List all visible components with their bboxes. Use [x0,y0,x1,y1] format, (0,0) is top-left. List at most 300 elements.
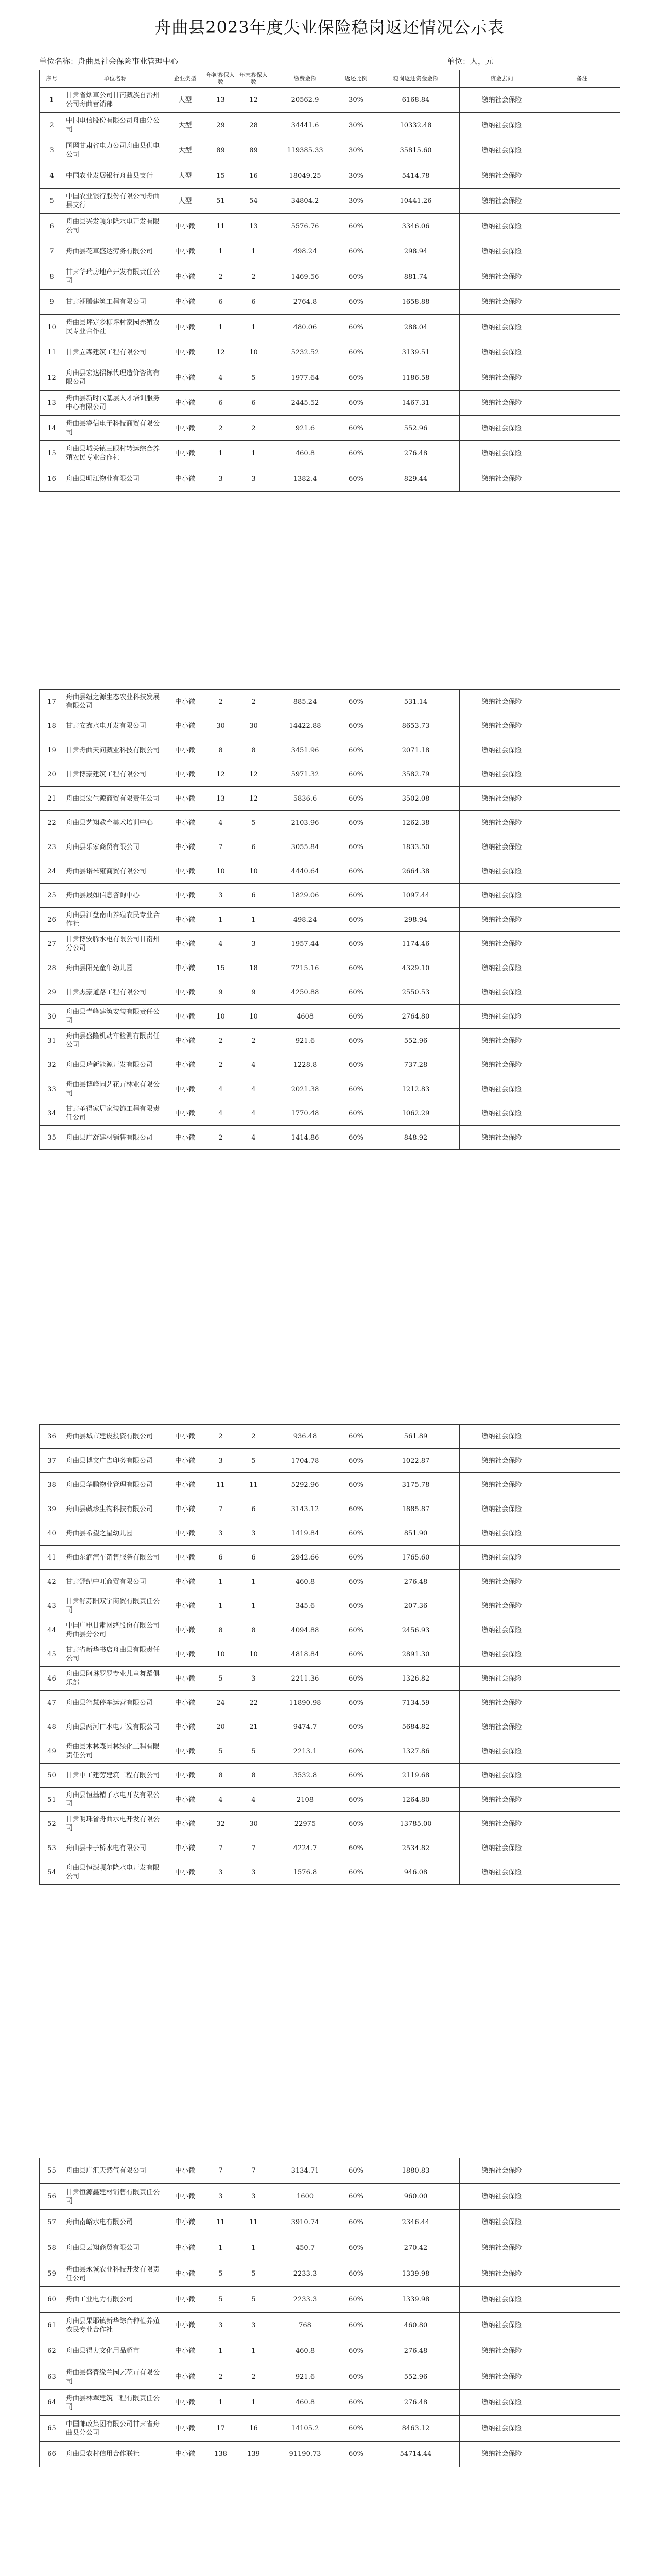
table-cell: 1228.8 [270,1053,340,1077]
table-cell [544,1739,620,1764]
table-cell: 甘肃华瑞房地产开发有限责任公司 [64,264,166,290]
table-cell: 44 [40,1618,64,1642]
table-row [40,2287,620,2313]
table-cell: 60% [340,1667,372,1691]
table-cell: 中小微 [166,2184,204,2210]
table-cell: 大型 [166,189,204,214]
column-header: 年初参保人数 [204,70,237,88]
table-row [40,1521,620,1546]
table-cell: 18049.25 [270,163,340,189]
table-cell: 舟曲县宏达招标代理造价咨询有限公司 [64,365,166,391]
table-cell: 缴纳社会保险 [460,163,544,189]
table-cell: 甘肃立森建筑工程有限公司 [64,340,166,365]
table-cell: 18 [40,714,64,738]
table-cell: 22 [237,1691,270,1715]
table-cell: 60% [340,884,372,908]
table-cell: 中小微 [166,2158,204,2184]
table-cell: 207.36 [372,1594,460,1618]
table-cell: 480.06 [270,315,340,340]
table-cell: 298.94 [372,908,460,932]
table-cell: 921.6 [270,416,340,441]
table-cell: 60% [340,1005,372,1029]
table-cell: 中小微 [166,1570,204,1594]
table-cell: 中小微 [166,1449,204,1473]
table-cell: 1770.48 [270,1101,340,1126]
table-cell: 缴纳社会保险 [460,2235,544,2261]
table-cell: 60% [340,1521,372,1546]
table-cell: 276.48 [372,441,460,466]
table-cell: 60% [340,1836,372,1860]
table-cell: 舟曲县永诚农业科技开发有限责任公司 [64,2261,166,2287]
table-cell [544,1546,620,1570]
table-row [40,1788,620,1812]
table-cell [544,1691,620,1715]
table-cell: 甘肃明珠省舟曲水电开发有限公司 [64,1812,166,1836]
table-row [40,1005,620,1029]
table-row [40,1449,620,1473]
table-cell [544,884,620,908]
table-cell: 6168.84 [372,88,460,113]
table-cell: 缴纳社会保险 [460,811,544,835]
table-cell: 12 [204,340,237,365]
table-cell [544,932,620,956]
table-cell: 舟曲县得力文化用品超市 [64,2338,166,2364]
table-cell: 2 [204,1029,237,1053]
table-cell: 5 [237,1449,270,1473]
table-cell: 缴纳社会保险 [460,1836,544,1860]
table-cell: 中小微 [166,441,204,466]
table-cell: 缴纳社会保险 [460,1005,544,1029]
table-cell: 中小微 [166,1497,204,1521]
column-header: 返还比例 [340,70,372,88]
table-cell: 4224.7 [270,1836,340,1860]
table-cell: 1 [204,2390,237,2416]
table-cell [544,1570,620,1594]
table-cell: 中小微 [166,1764,204,1788]
table-cell: 60% [340,1425,372,1449]
table-cell: 3502.08 [372,787,460,811]
table-cell: 45 [40,1642,64,1667]
table-cell: 1 [237,908,270,932]
table-row [40,416,620,441]
table-cell: 1174.46 [372,932,460,956]
table-cell: 2213.1 [270,1739,340,1764]
table-cell: 460.8 [270,1570,340,1594]
table-cell [544,1005,620,1029]
table-cell: 缴纳社会保险 [460,835,544,859]
table-cell: 138 [204,2442,237,2467]
table-cell: 7 [204,2158,237,2184]
table-cell: 7 [204,1497,237,1521]
table-cell: 中小微 [166,2416,204,2442]
table-cell: 缴纳社会保险 [460,762,544,787]
table-cell: 缴纳社会保险 [460,1053,544,1077]
table-cell: 6 [237,1497,270,1521]
table-cell: 缴纳社会保险 [460,416,544,441]
table-cell [544,1449,620,1473]
table-cell: 中小微 [166,738,204,762]
table-cell: 舟曲县希望之星幼儿园 [64,1521,166,1546]
table-cell: 缴纳社会保险 [460,1425,544,1449]
table-row [40,884,620,908]
table-row [40,391,620,416]
table-row [40,2235,620,2261]
table-cell: 甘肃圣得家居家装饰工程有限责任公司 [64,1101,166,1126]
table-cell: 中小微 [166,1667,204,1691]
table-cell: 460.80 [372,2313,460,2338]
table-cell: 2233.3 [270,2287,340,2313]
table-cell: 缴纳社会保险 [460,1642,544,1667]
table-cell: 21 [237,1715,270,1739]
table-cell: 60% [340,835,372,859]
table-cell: 舟曲县睿信电子科技商贸有限公司 [64,416,166,441]
table-cell [544,2184,620,2210]
table-cell: 20 [40,762,64,787]
table-cell: 8653.73 [372,714,460,738]
table-cell: 3143.12 [270,1497,340,1521]
table-cell: 2 [204,1425,237,1449]
table-cell: 10 [204,1642,237,1667]
table-cell: 6 [237,290,270,315]
table-cell [544,2390,620,2416]
table-cell [544,441,620,466]
table-cell: 中小微 [166,466,204,492]
table-cell [544,980,620,1005]
table-row [40,1739,620,1764]
table-cell: 276.48 [372,2390,460,2416]
table-cell: 缴纳社会保险 [460,932,544,956]
table-cell: 1 [204,441,237,466]
table-cell: 1 [204,2338,237,2364]
table-row [40,1764,620,1788]
table-cell: 缴纳社会保险 [460,1618,544,1642]
table-cell: 8 [204,738,237,762]
table-cell: 1 [204,315,237,340]
table-cell [544,315,620,340]
table-cell: 缴纳社会保险 [460,1715,544,1739]
table-cell [544,416,620,441]
table-cell: 6 [204,1546,237,1570]
table-cell: 中小微 [166,1618,204,1642]
table-cell [544,1836,620,1860]
table-cell: 缴纳社会保险 [460,239,544,264]
table-cell: 38 [40,1473,64,1497]
table-cell: 60% [340,416,372,441]
table-cell: 89 [237,138,270,163]
table-cell: 2 [237,264,270,290]
table-cell: 1 [237,1570,270,1594]
table-cell: 中小微 [166,2235,204,2261]
table-cell [544,391,620,416]
table-cell: 缴纳社会保险 [460,214,544,239]
table-cell: 中小微 [166,1594,204,1618]
table-section [39,70,620,492]
table-cell: 921.6 [270,2364,340,2390]
table-cell: 5232.52 [270,340,340,365]
table-cell: 276.48 [372,1570,460,1594]
table-cell: 4 [204,1101,237,1126]
table-cell: 552.96 [372,1029,460,1053]
table-cell: 2021.38 [270,1077,340,1101]
table-cell [544,113,620,138]
table-cell: 缴纳社会保险 [460,1594,544,1618]
table-row [40,690,620,714]
table-cell: 国网甘肃省电力公司舟曲县供电公司 [64,138,166,163]
table-cell: 60% [340,738,372,762]
table-cell [544,2261,620,2287]
table-cell: 4818.84 [270,1642,340,1667]
table-cell [544,340,620,365]
table-row [40,762,620,787]
table-cell: 中小微 [166,1077,204,1101]
table-cell: 60% [340,1473,372,1497]
table-cell: 4 [204,811,237,835]
table-cell: 缴纳社会保险 [460,441,544,466]
table-cell: 1419.84 [270,1521,340,1546]
table-cell: 3134.71 [270,2158,340,2184]
table-row [40,1618,620,1642]
page-title: 舟曲县2023年度失业保险稳岗返还情况公示表 [154,18,505,37]
table-cell: 4 [204,1788,237,1812]
table-row [40,290,620,315]
table-cell: 缴纳社会保险 [460,2313,544,2338]
table-cell: 42 [40,1570,64,1594]
table-row [40,163,620,189]
table-cell [544,690,620,714]
column-header: 企业类型 [166,70,204,88]
table-cell: 12 [237,88,270,113]
table-cell: 缴纳社会保险 [460,2364,544,2390]
table-cell: 甘肃舒纪中旺商贸有限公司 [64,1570,166,1594]
table-cell: 2108 [270,1788,340,1812]
table-cell: 60% [340,466,372,492]
table-cell: 60% [340,1570,372,1594]
table-cell: 舟曲县乐家商贸有限公司 [64,835,166,859]
table-cell: 65 [40,2416,64,2442]
table-cell: 大型 [166,113,204,138]
table-row [40,811,620,835]
data-table [39,689,620,1150]
table-cell: 舟曲县木林森园林绿化工程有限责任公司 [64,1739,166,1764]
table-cell: 大型 [166,138,204,163]
table-cell: 62 [40,2338,64,2364]
table-row [40,441,620,466]
table-cell: 4 [237,1126,270,1150]
table-row [40,315,620,340]
table-cell: 1829.06 [270,884,340,908]
table-cell: 60% [340,365,372,391]
table-cell [544,239,620,264]
table-cell: 舟曲县林翠建筑工程有限责任公司 [64,2390,166,2416]
table-cell: 60% [340,1497,372,1521]
table-cell: 3139.51 [372,340,460,365]
table-row [40,1691,620,1715]
column-header: 备注 [544,70,620,88]
table-cell: 2 [204,2364,237,2390]
table-cell: 中小微 [166,1836,204,1860]
table-cell: 60% [340,290,372,315]
table-cell: 5 [237,811,270,835]
table-cell: 7 [237,1836,270,1860]
table-cell: 甘肃潮腾建筑工程有限公司 [64,290,166,315]
table-cell: 1885.87 [372,1497,460,1521]
table-cell: 甘肃舒苏阳双宇商贸有限责任公司 [64,1594,166,1618]
table-cell: 8 [237,738,270,762]
table-cell: 10 [204,1005,237,1029]
table-cell: 缴纳社会保险 [460,714,544,738]
table-cell: 18 [237,956,270,980]
table-cell: 3451.96 [270,738,340,762]
table-cell: 298.94 [372,239,460,264]
table-row [40,340,620,365]
table-cell: 4 [204,1077,237,1101]
table-cell: 5292.96 [270,1473,340,1497]
header-row [40,70,620,88]
table-cell: 1326.82 [372,1667,460,1691]
table-cell [544,908,620,932]
table-cell: 30 [40,1005,64,1029]
table-cell: 3 [204,1449,237,1473]
table-cell: 498.24 [270,908,340,932]
table-cell: 5684.82 [372,1715,460,1739]
table-row [40,1715,620,1739]
table-cell: 舟曲县卡子桥水电有限公司 [64,1836,166,1860]
table-cell: 中国邮政集团有限公司甘肃省舟曲县分公司 [64,2416,166,2442]
table-cell: 60% [340,908,372,932]
table-cell [544,1053,620,1077]
table-cell: 中小微 [166,2261,204,2287]
table-cell: 中小微 [166,1788,204,1812]
table-cell: 8463.12 [372,2416,460,2442]
table-cell: 15 [204,956,237,980]
table-row [40,1497,620,1521]
table-cell: 1600 [270,2184,340,2210]
table-cell: 60 [40,2287,64,2313]
table-cell: 49 [40,1739,64,1764]
table-cell: 缴纳社会保险 [460,908,544,932]
table-cell: 缴纳社会保险 [460,1546,544,1570]
table-cell: 舟曲县阿琳罗罗专业儿童舞蹈俱乐部 [64,1667,166,1691]
table-cell: 4 [40,163,64,189]
table-cell: 35815.60 [372,138,460,163]
table-cell: 11 [237,1473,270,1497]
table-cell: 60% [340,787,372,811]
table-cell: 30% [340,113,372,138]
table-cell: 中小微 [166,2442,204,2467]
table-cell: 中小微 [166,980,204,1005]
table-cell [544,2442,620,2467]
table-cell: 946.08 [372,1860,460,1885]
table-cell: 60% [340,1101,372,1126]
table-cell: 2233.3 [270,2261,340,2287]
table-cell: 3175.78 [372,1473,460,1497]
table-cell: 26 [40,908,64,932]
table-cell: 舟曲县青峰建筑安装有限责任公司 [64,1005,166,1029]
table-cell: 中小微 [166,1053,204,1077]
table-cell: 舟曲县恒基精子水电开发有限公司 [64,1788,166,1812]
table-row [40,932,620,956]
table-cell: 缴纳社会保险 [460,1691,544,1715]
table-cell: 460.8 [270,2390,340,2416]
table-cell: 66 [40,2442,64,2467]
table-cell: 60% [340,1860,372,1885]
table-cell: 中小微 [166,787,204,811]
table-cell: 舟曲县艺翔教育美术培训中心 [64,811,166,835]
table-row [40,1029,620,1053]
table-cell: 1339.98 [372,2287,460,2313]
unit-name-label: 单位名称：舟曲县社会保险事业管理中心 [39,57,179,66]
table-cell: 中小微 [166,714,204,738]
table-cell: 甘肃中工建劳建筑工程有限公司 [64,1764,166,1788]
table-cell: 中小微 [166,932,204,956]
table-cell: 1765.60 [372,1546,460,1570]
table-cell: 缴纳社会保险 [460,2416,544,2442]
table-cell [544,1497,620,1521]
table-cell: 829.44 [372,466,460,492]
table-cell: 885.24 [270,690,340,714]
table-cell: 30% [340,88,372,113]
table-cell: 甘肃恒源鑫建材销售有限责任公司 [64,2184,166,2210]
table-cell: 737.28 [372,1053,460,1077]
table-cell: 6 [237,884,270,908]
table-cell: 34 [40,1101,64,1126]
table-cell: 舟曲县云翔商贸有限公司 [64,2235,166,2261]
table-cell: 22 [40,811,64,835]
table-cell [544,1521,620,1546]
table-cell [544,88,620,113]
table-cell: 552.96 [372,2364,460,2390]
table-cell: 舟曲县花草盛达劳务有限公司 [64,239,166,264]
table-cell: 缴纳社会保险 [460,1667,544,1691]
table-row [40,738,620,762]
table-cell: 16 [237,2416,270,2442]
table-row [40,1594,620,1618]
table-cell: 2 [237,2364,270,2390]
table-cell: 中小微 [166,1101,204,1126]
table-cell: 中小微 [166,1005,204,1029]
table-cell: 2 [204,416,237,441]
table-row [40,2210,620,2235]
table-cell: 5 [237,2287,270,2313]
table-cell: 舟曲县诺米雍商贸有限公司 [64,859,166,884]
table-cell: 舟曲工业电力有限公司 [64,2287,166,2313]
table-cell: 1 [204,1594,237,1618]
table-row [40,1812,620,1836]
table-cell: 55 [40,2158,64,2184]
table-cell: 1186.58 [372,365,460,391]
table-cell: 缴纳社会保险 [460,1812,544,1836]
table-cell [544,811,620,835]
table-cell [544,1029,620,1053]
table-cell: 3 [237,466,270,492]
table-row [40,787,620,811]
table-cell [544,214,620,239]
table-cell: 60% [340,956,372,980]
table-cell: 28 [40,956,64,980]
table-cell: 43 [40,1594,64,1618]
table-cell: 4250.88 [270,980,340,1005]
table-cell: 531.14 [372,690,460,714]
table-cell: 13 [204,787,237,811]
table-cell: 缴纳社会保险 [460,1101,544,1126]
table-cell: 3 [237,1667,270,1691]
table-cell: 中小微 [166,2338,204,2364]
table-row [40,138,620,163]
table-cell: 甘肃省烟草公司甘南藏族自治州公司舟曲营销部 [64,88,166,113]
table-cell: 40 [40,1521,64,1546]
table-cell: 561.89 [372,1425,460,1449]
table-cell: 中小微 [166,859,204,884]
